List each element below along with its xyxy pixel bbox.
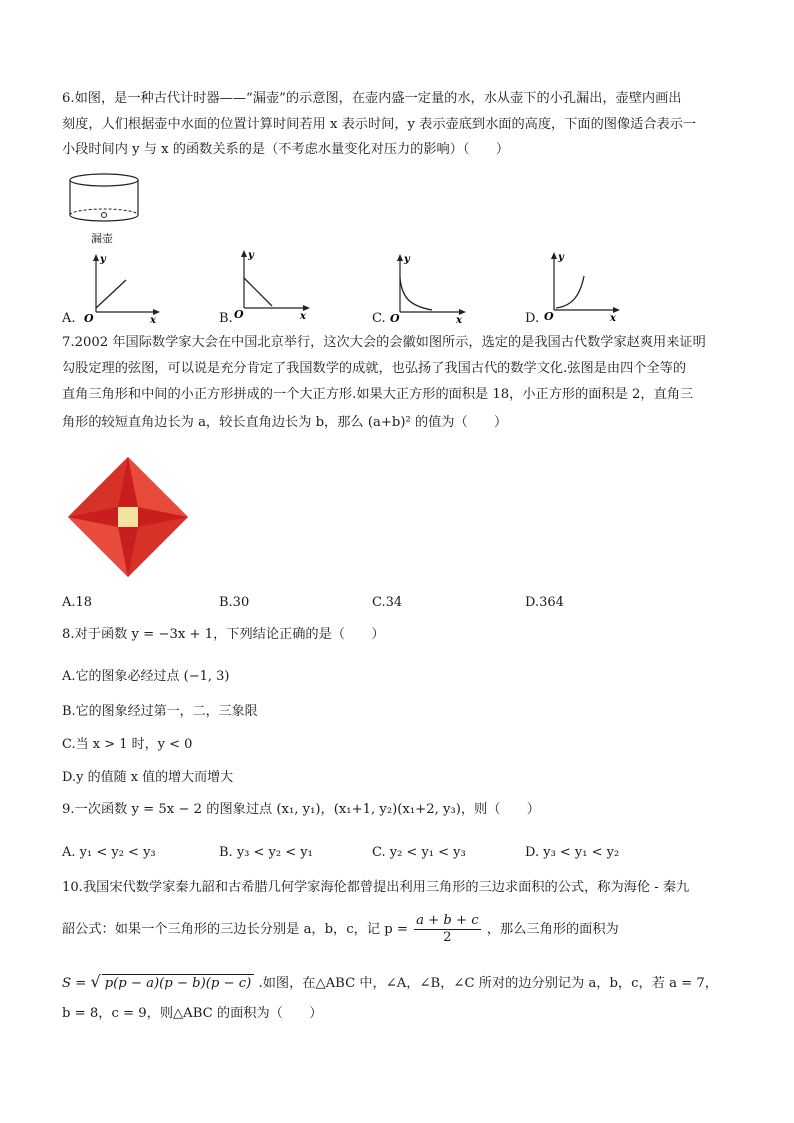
q9-option-c: C. y₂ < y₁ < y₃: [372, 845, 466, 860]
q6-line-3: 小段时间内 y 与 x 的函数关系的是（不考虑水量变化对压力的影响）（ ）: [62, 142, 510, 157]
q7-option-c: C.34: [372, 595, 403, 610]
q8-option-c: C.当 x > 1 时，y < 0: [62, 737, 193, 752]
graph-b-origin: O: [234, 308, 244, 320]
q10-line-1: 10.我国宋代数学家秦九韶和古希腊几何学家海伦都曾提出利用三角形的三边求面积的公式，称为海伦 - 秦九: [62, 880, 690, 895]
q10-line-4: b = 8，c = 9，则△ABC 的面积为（ ）: [62, 1006, 323, 1021]
radical-sign: √: [90, 972, 101, 991]
fraction-numerator: a + b + c: [416, 913, 479, 928]
q10-line-2-start: 韶公式：如果一个三角形的三边长分别是 a，b，c，记 p =: [62, 922, 408, 937]
q9-option-d: D. y₃ < y₁ < y₂: [525, 845, 620, 860]
q6-option-c-label: C.: [372, 311, 386, 326]
graph-c-decreasing-curve: [388, 252, 468, 324]
graph-a-y-label: y: [100, 254, 106, 265]
q10-line-2: [62, 912, 619, 948]
graph-d-increasing-curve: [542, 250, 622, 322]
q9-stem: 9.一次函数 y = 5x − 2 的图象过点 (x₁, y₁)，(x₁+1, y₂)(x₁+2, y₃)，则（ ）: [62, 802, 540, 817]
q6-option-b-label: B.: [219, 311, 233, 326]
graph-b-x-label: x: [300, 311, 306, 320]
q6-line-1: 6.如图，是一种古代计时器——“漏壶”的示意图，在壶内盛一定量的水，水从壶下的小孔漏出，壶壁内画出: [62, 91, 682, 106]
q8-option-b: B.它的图象经过第一，二，三象限: [62, 704, 258, 719]
q9-option-b: B. y₃ < y₂ < y₁: [219, 845, 313, 860]
q6-line-2: 刻度，人们根据壶中水面的位置计算时间若用 x 表示时间，y 表示壶底到水面的高度，下面的图像适合表示一: [62, 117, 697, 132]
q7-option-a: A.18: [62, 595, 93, 610]
graph-d-x-label: x: [610, 313, 616, 322]
heron-formula-lhs: S =: [62, 976, 87, 991]
graph-d-origin: O: [544, 310, 554, 322]
q6-option-d-label: D.: [525, 311, 540, 326]
graph-d-y-label: y: [558, 252, 564, 263]
semi-perimeter-fraction: [414, 913, 481, 946]
q7-option-b: B.30: [219, 595, 250, 610]
graph-a-origin: O: [84, 312, 94, 324]
q8-stem: 8.对于函数 y = −3x + 1，下列结论正确的是（ ）: [62, 627, 385, 642]
graph-a-x-label: x: [150, 315, 156, 324]
q10-line-2-end: ，那么三角形的面积为: [486, 922, 619, 937]
graph-a-increasing-line: [84, 252, 162, 324]
heron-radicand: p(p − a)(p − b)(p − c): [102, 974, 255, 993]
q6-option-a-label: A.: [62, 311, 76, 326]
zhao-shuang-diagram: [66, 455, 190, 579]
q7-line-2: 勾股定理的弦图，可以说是充分肯定了我国数学的成就，也弘扬了我国古代的数学文化.弦图是由四个全等的: [62, 361, 687, 376]
q7-line-3: 直角三角形和中间的小正方形拼成的一个大正方形.如果大正方形的面积是 18，小正方形的面积是 2，直角三: [62, 387, 694, 402]
water-clock-figure: [66, 170, 146, 232]
graph-c-x-label: x: [456, 315, 462, 324]
q9-option-a: A. y₁ < y₂ < y₃: [62, 845, 156, 860]
q7-option-d: D.364: [525, 595, 564, 610]
graph-b-y-label: y: [248, 250, 254, 261]
q10-line-3: [62, 973, 718, 993]
graph-b-decreasing-line: [232, 248, 312, 320]
q8-option-d: D.y 的值随 x 值的增大而增大: [62, 770, 234, 785]
fraction-denominator: 2: [443, 930, 452, 945]
q8-option-a: A.它的图象必经过点 (−1, 3): [62, 669, 230, 684]
q10-line-3-end: .如图，在△ABC 中，∠A，∠B，∠C 所对的边分别记为 a，b，c，若 a = 7，: [258, 976, 718, 991]
graph-c-origin: O: [390, 312, 400, 324]
water-clock-caption: 漏壶: [91, 232, 113, 245]
q7-line-4: 角形的较短直角边长为 a，较长直角边长为 b，那么 (a+b)² 的值为（ ）: [62, 415, 508, 430]
graph-c-y-label: y: [404, 254, 410, 265]
q7-line-1: 7.2002 年国际数学家大会在中国北京举行，这次大会的会徽如图所示，选定的是我国古代数学家赵爽用来证明: [62, 335, 706, 350]
